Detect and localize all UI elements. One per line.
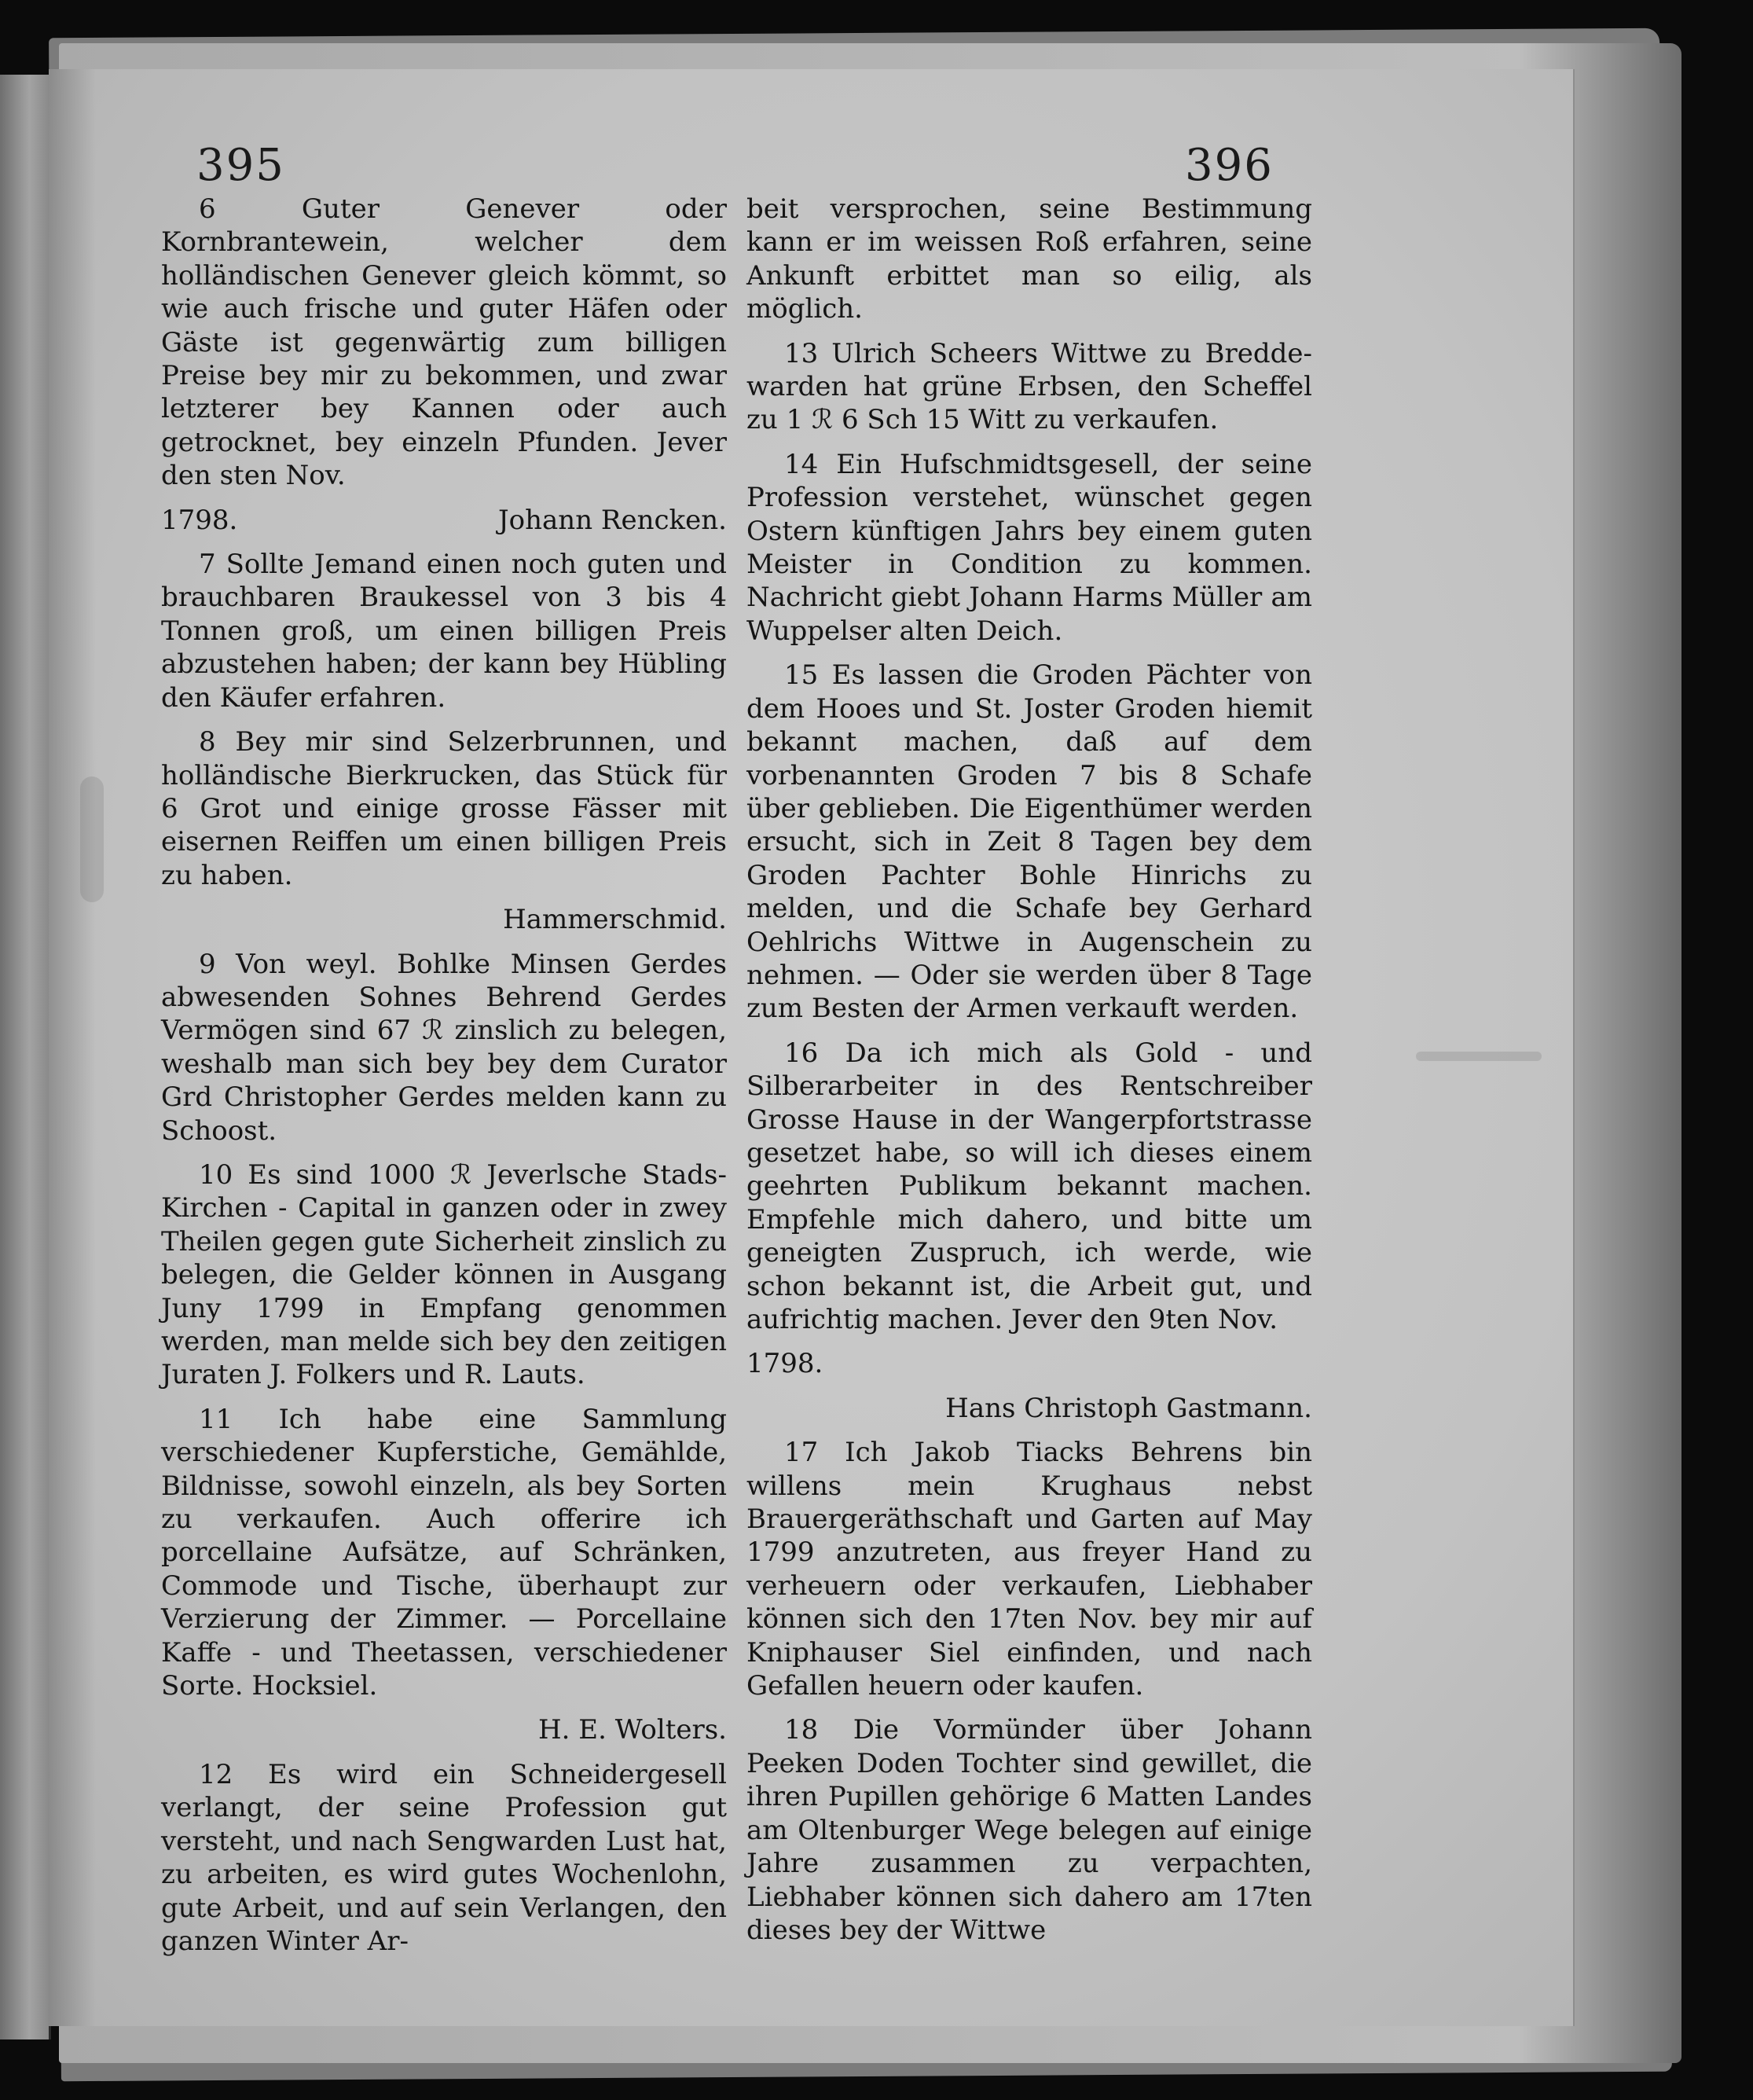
notice-11: 11 Ich habe eine Sammlung verschiedener Kupferstiche, Gemählde, Bildnisse, sowohl einzeln, als bey Sorten zu verkaufen. Auch offerire ich porcellaine Aufsätze, auf Schränken, Commode und Tische, überhaupt zur Verzierung der Zimmer. — Porcellaine Kaffe - und Theetassen, verschiedener Sorte. Hocksiel.	[161, 1403, 727, 1702]
right-column	[746, 193, 1312, 1958]
notice-11-signature: H. E. Wolters.	[538, 1714, 727, 1746]
notice-14: 14 Ein Hufschmidtsgesell, der seine Profession verstehet, wünschet gegen Ostern künftigen Jahrs bey einem guten Meister in Condition zu kommen. Nachricht giebt Johann Harms Müller am Wuppelser alten Deich.	[746, 448, 1312, 647]
paper-stain	[1416, 1052, 1542, 1061]
notice-12-continued: beit versprochen, seine Bestimmung kann er im weissen Roß erfahren, seine Ankunft erbittet man so eilig, als möglich.	[746, 193, 1312, 325]
notice-18: 18 Die Vormünder über Johann Peeken Doden Tochter sind gewillet, die ihren Pupillen gehörige 6 Matten Landes am Oltenburger Wege belegen auf einige Jahre zusammen zu verpachten, Liebhaber können sich dahero am 17ten dieses bey der Wittwe	[746, 1714, 1312, 1946]
notice-9: 9 Von weyl. Bohlke Minsen Gerdes abwesenden Sohnes Behrend Gerdes Vermögen sind 67 ℛ zinslich zu belegen, weshalb man sich bey bey dem Curator Grd Christopher Gerdes melden kann zu Schoost.	[161, 948, 727, 1147]
notice-16: 16 Da ich mich als Gold - und Silberarbeiter in des Rentschreiber Grosse Hause in der Wangerpfortstrasse gesetzet habe, so will ich dieses einem geehrten Publikum bekannt machen. Empfehle mich dahero, und bitte um geneigten Zuspruch, ich werde, wie schon bekannt ist, die Arbeit gut, und aufrichtig machen. Jever den 9ten Nov.	[746, 1037, 1312, 1335]
notice-6-footer	[161, 504, 727, 537]
notice-16-signature: Hans Christoph Gastmann.	[945, 1392, 1312, 1424]
notice-6-signature: Johann Rencken.	[498, 504, 727, 536]
notice-6: 6 Guter Genever oder Kornbrantewein, welcher dem holländischen Genever gleich kömmt, so wie auch frische und guter Häfen oder Gäste ist gegenwärtig zum billigen Preise bey mir zu bekommen, und zwar letzterer bey Kannen oder auch getrocknet, bey einzeln Pfunden. Jever den sten Nov.	[161, 193, 727, 492]
notice-10: 10 Es sind 1000 ℛ Jeverlsche Stads-Kirchen - Capital in ganzen oder in zwey Theilen gegen gute Sicherheit zinslich zu belegen, die Gelder können in Ausgang Juny 1799 in Empfang genommen werden, man melde sich bey den zeitigen Juraten J. Folkers und R. Lauts.	[161, 1158, 727, 1391]
notice-7: 7 Sollte Jemand einen noch guten und brauchbaren Braukessel von 3 bis 4 Tonnen groß, um einen billigen Preis abzustehen haben; der kann bey Hübling den Käufer erfahren.	[161, 549, 727, 714]
notice-16-date: 1798.	[746, 1348, 823, 1380]
left-column	[161, 193, 727, 1969]
page-number-left: 395	[196, 140, 285, 191]
notice-8-signature: Hammerschmid.	[503, 904, 727, 936]
previous-page-edge	[0, 75, 51, 2039]
notice-12: 12 Es wird ein Schneidergesell verlangt, der seine Profession gut versteht, und nach Sengwarden Lust hat, zu arbeiten, es wird gutes Wochenlohn, gute Arbeit, und auf sein Verlangen, den ganzen Winter Ar-	[161, 1758, 727, 1957]
page-number-right: 396	[1185, 140, 1274, 191]
notice-13: 13 Ulrich Scheers Wittwe zu Bredde-warden hat grüne Erbsen, den Scheffel zu 1 ℛ 6 Sch 15 Witt zu verkaufen.	[746, 337, 1312, 436]
paper-stain	[80, 776, 104, 902]
notice-16-footer	[746, 1347, 1312, 1380]
notice-6-date: 1798.	[161, 504, 238, 536]
notice-17: 17 Ich Jakob Tiacks Behrens bin willens mein Krughaus nebst Brauergeräthschaft und Garten auf May 1799 anzutreten, aus freyer Hand zu verheuern oder verkaufen, Liebhaber können sich den 17ten Nov. bey mir auf Kniphauser Siel einfinden, und nach Gefallen heuern oder kaufen.	[746, 1437, 1312, 1702]
notice-8: 8 Bey mir sind Selzerbrunnen, und holländische Bierkrucken, das Stück für 6 Grot und einige grosse Fässer mit eisernen Reiffen um einen billigen Preis zu haben.	[161, 726, 727, 891]
notice-15: 15 Es lassen die Groden Pächter von dem Hooes und St. Joster Groden hiemit bekannt machen, daß auf dem vorbenannten Groden 7 bis 8 Schafe über geblieben. Die Eigenthümer werden ersucht, sich in Zeit 8 Tagen bey dem Groden Pachter Bohle Hinrichs zu melden, und die Schafe bey Gerhard Oehlrichs Wittwe in Augenschein zu nehmen. — Oder sie werden über 8 Tage zum Besten der Armen verkauft werden.	[746, 659, 1312, 1025]
